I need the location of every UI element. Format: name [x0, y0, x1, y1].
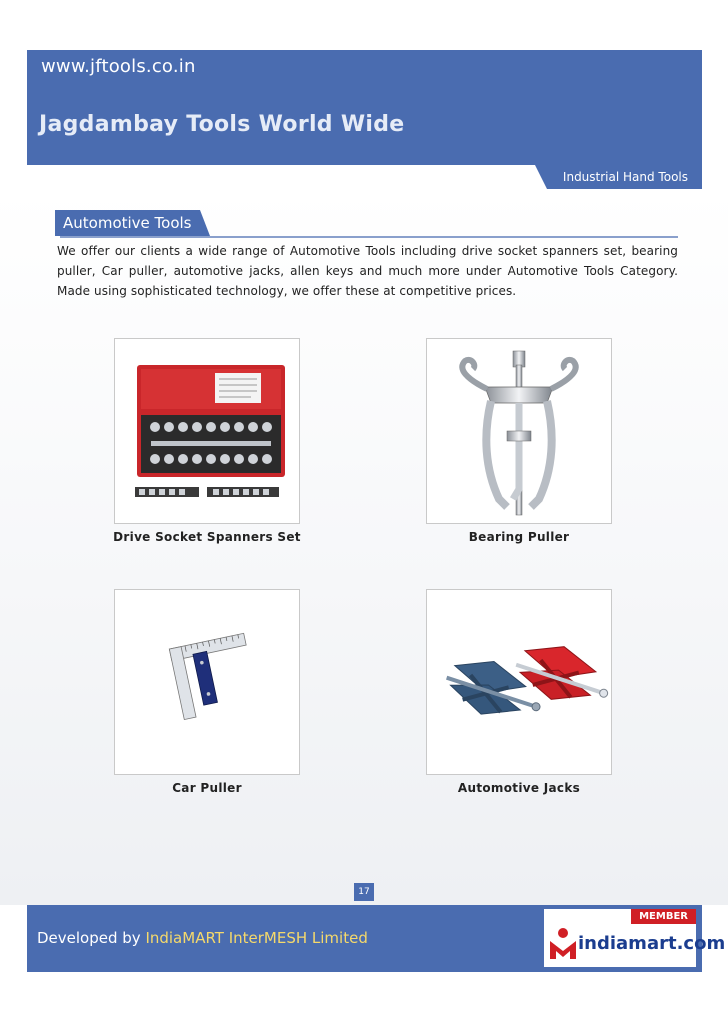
- website-url[interactable]: www.jftools.co.in: [41, 56, 196, 77]
- product-image-frame: [114, 589, 300, 775]
- member-badge: MEMBER: [631, 909, 696, 924]
- square-ruler-icon: [115, 590, 299, 774]
- page-footer: [27, 905, 726, 972]
- product-image-frame: [114, 338, 300, 524]
- indiamart-wordmark: indiamart.com: [578, 933, 726, 954]
- indiamart-m-icon: [548, 927, 578, 961]
- socket-set-case-icon: [115, 339, 299, 523]
- product-name: Drive Socket Spanners Set: [113, 530, 301, 544]
- intro-paragraph: We offer our clients a wide range of Automotive Tools including drive socket spanners set, bearing puller, Car puller, automotive jacks, allen keys and much more under Automotive Tools Category. Made using sophisticated technology, we offer these at competitive prices.: [57, 244, 678, 298]
- product-card-car-puller: [114, 589, 300, 795]
- developed-by-label: Developed by: [37, 929, 146, 947]
- product-card-automotive-jacks: [426, 589, 612, 795]
- developer-link[interactable]: IndiaMART InterMESH Limited: [145, 929, 368, 947]
- product-name: Car Puller: [172, 781, 242, 795]
- page-header: [27, 50, 702, 165]
- section-divider: [60, 236, 678, 238]
- product-name: Bearing Puller: [468, 530, 570, 544]
- product-name: Automotive Jacks: [457, 781, 581, 795]
- scissor-jack-icon: [427, 590, 611, 774]
- indiamart-logo[interactable]: [544, 909, 726, 967]
- section-title: Automotive Tools: [55, 210, 200, 236]
- product-card-socket-set: [113, 338, 301, 544]
- three-jaw-puller-icon: [427, 339, 611, 523]
- category-tab: Industrial Hand Tools: [547, 165, 702, 189]
- company-name: Jagdambay Tools World Wide: [39, 112, 405, 137]
- product-card-bearing-puller: [426, 338, 612, 544]
- developer-credit: [37, 929, 368, 947]
- product-image-frame: [426, 338, 612, 524]
- page-number: 17: [354, 883, 374, 901]
- product-image-frame: [426, 589, 612, 775]
